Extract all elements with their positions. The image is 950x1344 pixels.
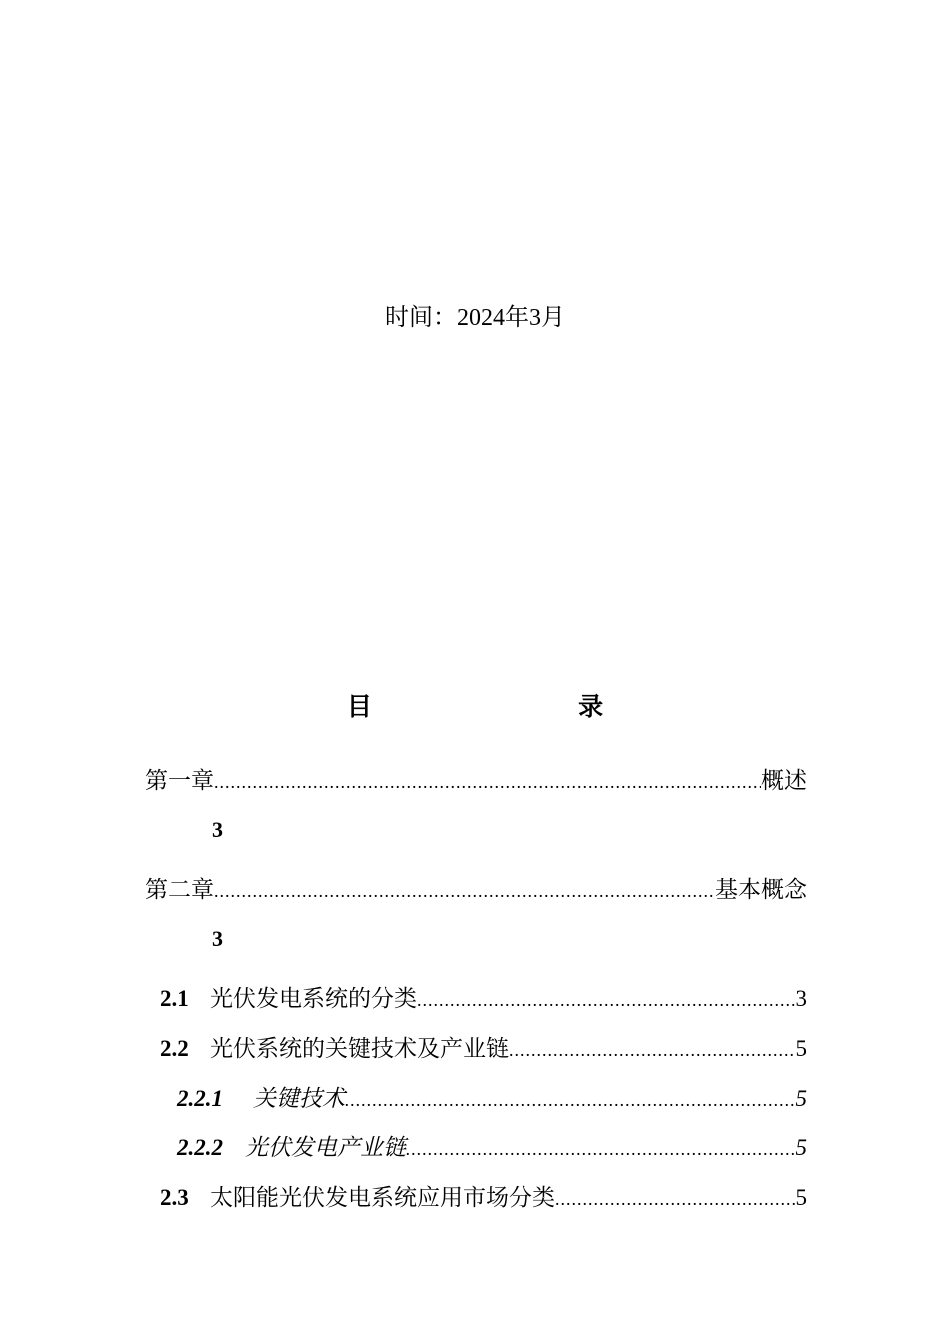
toc-entry-page-number: 3 [212, 817, 223, 842]
toc-entry-section-2-2[interactable] [160, 1032, 807, 1067]
toc-entry-label: 光伏系统的关键技术及产业链 [210, 1036, 509, 1061]
toc-leader-dots [555, 1182, 796, 1216]
toc-entry-page-number: 3 [212, 926, 223, 951]
toc-entry-page-number: 5 [795, 1086, 807, 1111]
toc-title [0, 690, 950, 726]
toc-title-left: 目 [346, 694, 372, 721]
toc-leader-dots [406, 1132, 796, 1166]
toc-entry-label: 第二章 [145, 877, 214, 902]
toc-title-right: 录 [578, 694, 604, 721]
toc-entry-label: 第一章 [145, 768, 214, 793]
toc-entry-label: 光伏发电系统的分类 [210, 986, 417, 1011]
toc-entry-section-2-3[interactable] [160, 1181, 807, 1216]
toc-entry-number: 2.3 [160, 1185, 189, 1210]
toc-entry-section-2-1[interactable] [160, 982, 807, 1017]
toc-leader-dots [345, 1083, 796, 1117]
toc-leader-dots [417, 983, 796, 1017]
toc-entry-section-2-2-2[interactable] [177, 1131, 807, 1166]
toc-entry-page-number: 5 [795, 1036, 807, 1061]
toc-leader-dots [509, 1033, 796, 1067]
toc-entry-chapter-1[interactable] [145, 764, 807, 799]
toc-entry-page-number: 5 [795, 1135, 807, 1160]
toc-entry-number: 2.2.1 [177, 1086, 223, 1111]
toc-entry-page-number: 5 [795, 1185, 807, 1210]
toc-leader-dots [214, 874, 715, 908]
toc-entry-title: 基本概念 [715, 877, 807, 902]
cover-date: 时间：2024年3月 [385, 305, 565, 331]
toc-entry-number: 2.1 [160, 986, 189, 1011]
toc-entry-label: 关键技术 [253, 1086, 345, 1111]
toc-entry-page-number: 3 [795, 986, 807, 1011]
toc-entry-title: 概述 [761, 768, 807, 793]
toc-entry-section-2-2-1[interactable] [177, 1082, 807, 1117]
toc-entry-label: 光伏发电产业链 [245, 1135, 406, 1160]
toc-leader-dots [214, 765, 761, 799]
toc-entry-label: 太阳能光伏发电系统应用市场分类 [210, 1185, 555, 1210]
toc-entry-number: 2.2.2 [177, 1135, 223, 1160]
toc-entry-number: 2.2 [160, 1036, 189, 1061]
toc-entry-chapter-2[interactable] [145, 873, 807, 908]
